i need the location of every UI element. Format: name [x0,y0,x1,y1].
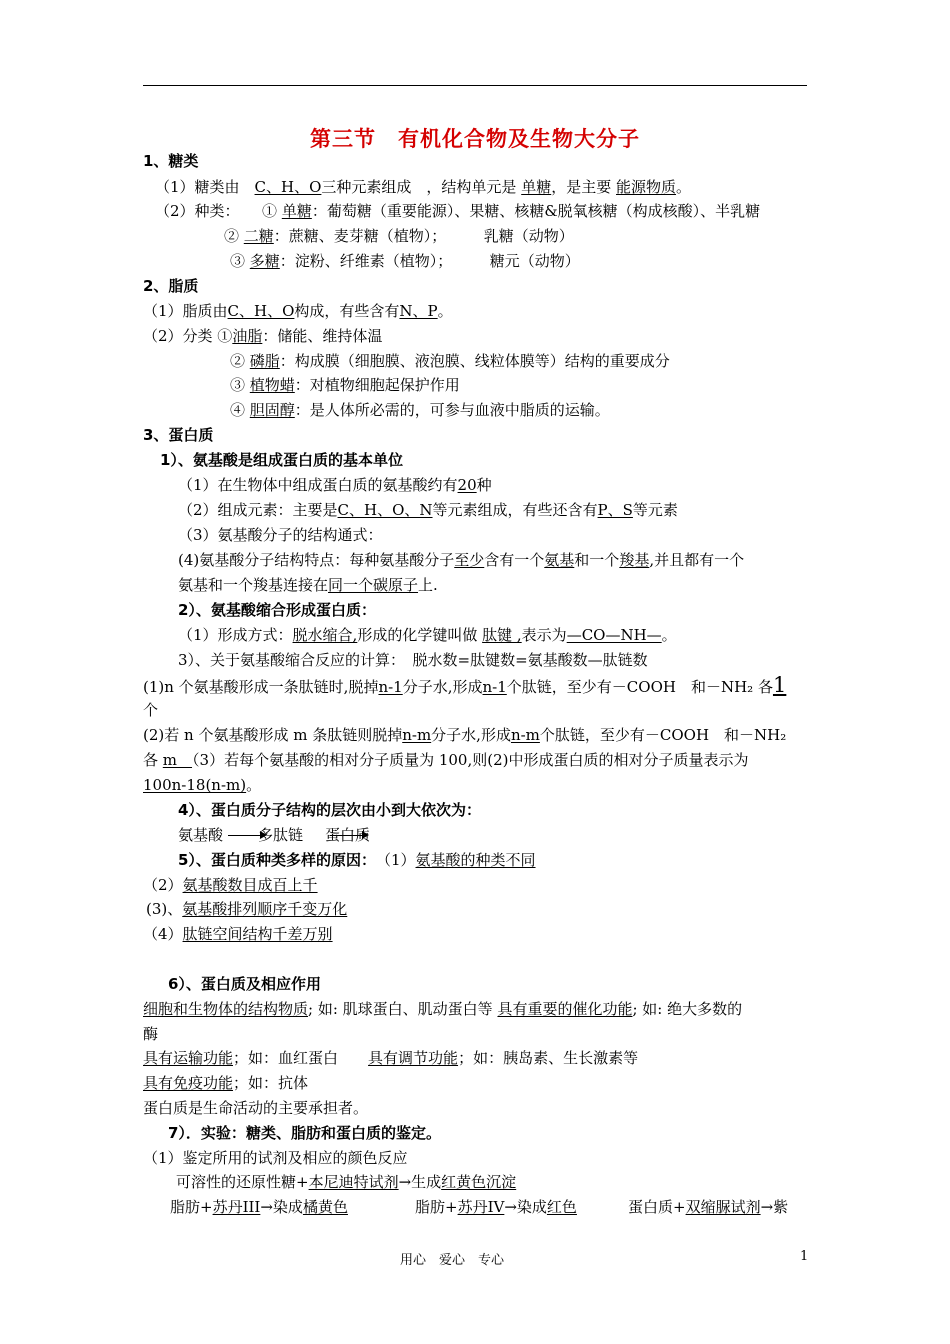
text-line: （1）脂质由C、H、O构成，有些含有N、P。 [143,302,453,320]
text-line: ③ 多糖：淀粉、纤维素（植物）； 糖元（动物） [230,252,580,270]
text-line: 脂肪+苏丹III→染成橘黄色 [170,1198,348,1216]
heading-proteins: 3、蛋白质 [143,426,214,444]
text-line: （1）在生物体中组成蛋白质的氨基酸约有20种 [178,476,492,494]
text-line: 具有免疫功能；如：抗体 [143,1074,309,1092]
text-line: 蛋白质+双缩脲试剂→紫 [628,1198,789,1216]
heading-sugars: 1、糖类 [143,152,199,170]
page-number: 1 [800,1249,809,1264]
text-line: （2）种类： ① 单糖：葡萄糖（重要能源）、果糖、核糖&脱氧核糖（构成核酸）、半乳糖 [155,202,761,220]
text-line: （3）氨基酸分子的结构通式： [178,526,383,544]
text-line: (1)n 个氨基酸形成一条肽链时,脱掉n-1分子水,形成n-1个肽链，至少有－COOH 和－NH₂ 各1 [143,673,787,697]
text-line: （1）糖类由 C、H、O三种元素组成 ，结构单元是 单糖，是主要 能源物质。 [155,178,692,196]
text-line: 5）、蛋白质种类多样的原因： （1）氨基酸的种类不同 [178,851,536,869]
header-rule [143,85,807,86]
text-line: (4)氨基酸分子结构特点：每种氨基酸分子至少含有一个氨基和一个羧基,并且都有一个 [178,551,745,569]
text-line: (2)若 n 个氨基酸形成 m 条肽链则脱掉n-m分子水,形成n-m个肽链，至少有－COOH 和－NH₂ [143,726,787,744]
arrow-line [330,835,363,836]
text-line: (3)、氨基酸排列顺序千变万化 [146,900,348,918]
text-line: 具有运输功能；如：血红蛋白 具有调节功能；如：胰岛素、生长激素等 [143,1049,639,1067]
text-line: 细胞和生物体的结构物质; 如: 肌球蛋白、肌动蛋白等 具有重要的催化功能; 如: 绝大多数的 [143,1000,743,1018]
text-line: 个 [143,701,159,719]
text-line: 100n-18(n-m)。 [143,776,262,794]
text-line: 氨基和一个羧基连接在同一个碳原子上. [178,576,438,594]
text-line: 3）、关于氨基酸缩合反应的计算： 脱水数=肽键数=氨基酸数—肽链数 [178,651,648,669]
text-line: ④ 胆固醇：是人体所必需的，可参与血液中脂质的运输。 [230,401,610,419]
text-line: （2）组成元素：主要是C、H、O、N等元素组成，有些还含有P、S等元素 [178,501,678,519]
hierarchy-start: 氨基酸 [178,826,224,844]
subheading: 2）、氨基酸缩合形成蛋白质： [178,601,376,619]
text-line: ② 磷脂：构成膜（细胞膜、液泡膜、线粒体膜等）结构的重要成分 [230,352,670,370]
footer-motto: 用心 爱心 专心 [400,1253,505,1268]
text-line: ③ 植物蜡：对植物细胞起保护作用 [230,376,460,394]
subheading: 7）．实验：糖类、脂肪和蛋白质的鉴定。 [168,1124,441,1142]
arrow-icon [362,831,369,839]
text-line: 各 m （3）若每个氨基酸的相对分子质量为 100,则(2)中形成蛋白质的相对分子质量表示为 [143,751,749,769]
text-line: 酶 [143,1025,159,1043]
text-line: （2）氨基酸数目成百上千 [143,876,318,894]
text-line: 蛋白质是生命活动的主要承担者。 [143,1099,369,1117]
arrow-line [228,835,261,836]
subheading: 1）、氨基酸是组成蛋白质的基本单位 [160,451,403,469]
page-title: 第三节 有机化合物及生物大分子 [310,127,640,151]
subheading: 4）、蛋白质分子结构的层次由小到大依次为： [178,801,481,819]
text-line: （1）形成方式：脱水缩合,形成的化学键叫做 肽键 ,表示为—CO—NH—。 [178,626,677,644]
hierarchy-middle: 多肽链 [258,826,304,844]
subheading: 6）、蛋白质及相应作用 [168,975,321,993]
text-line: 可溶性的还原性糖+本尼迪特试剂→生成红黄色沉淀 [176,1173,517,1191]
text-line: ② 二糖：蔗糖、麦芽糖（植物）； 乳糖（动物） [224,227,574,245]
text-line: （4）肽链空间结构千差万别 [143,925,333,943]
text-line: （1）鉴定所用的试剂及相应的颜色反应 [143,1149,408,1167]
text-line: 脂肪+苏丹IV→染成红色 [415,1198,577,1216]
hierarchy-end: 蛋白质 [325,826,371,844]
heading-lipids: 2、脂质 [143,277,199,295]
text-line: （2）分类 ①油脂：储能、维持体温 [143,327,383,345]
